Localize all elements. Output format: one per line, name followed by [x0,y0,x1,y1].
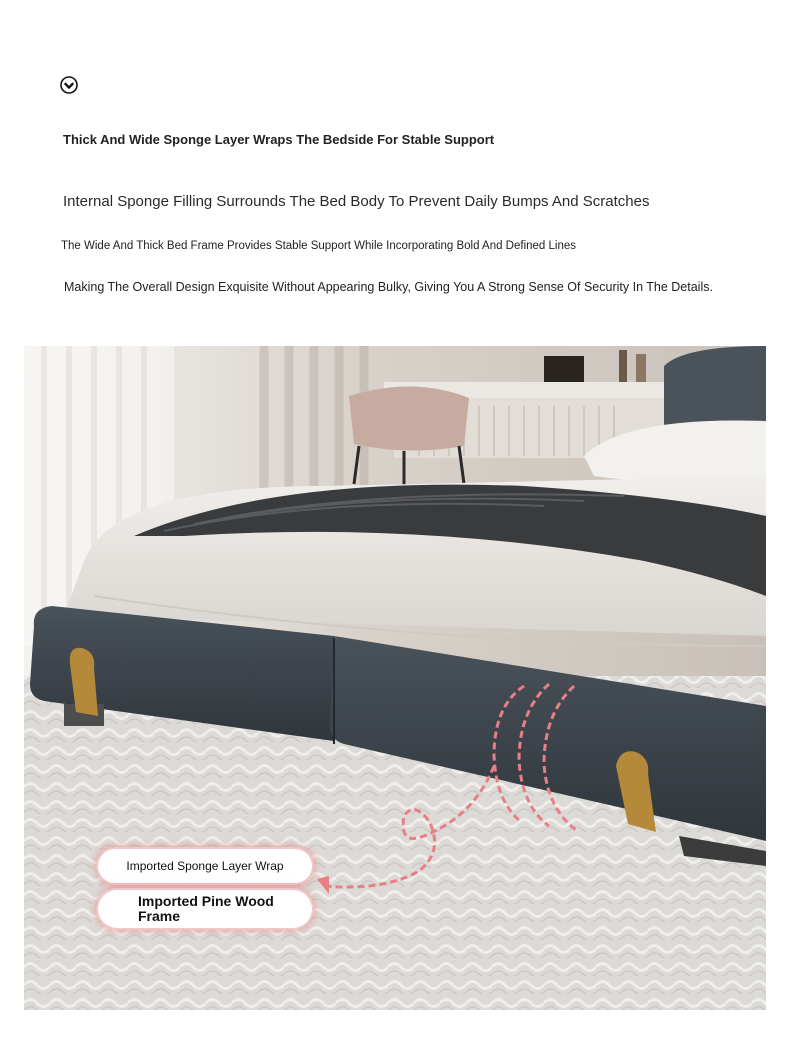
feature-line-2: Internal Sponge Filling Surrounds The Bed Body To Prevent Daily Bumps And Scratches [63,193,650,210]
pine-frame-label-text: Imported Pine Wood Frame [138,893,274,924]
product-photo [24,346,766,1010]
feature-line-1: Thick And Wide Sponge Layer Wraps The Bedside For Stable Support [63,132,495,147]
chevron-down-circle-icon [59,75,79,95]
pine-frame-label [98,890,312,928]
sponge-layer-label-text: Imported Sponge Layer Wrap [126,859,284,873]
sponge-layer-label [98,849,312,883]
feature-line-4: Making The Overall Design Exquisite Without Appearing Bulky, Giving You A Strong Sense Of Security In The Details. [64,280,713,294]
feature-line-3: The Wide And Thick Bed Frame Provides Stable Support While Incorporating Bold And Defined Lines [61,240,577,252]
